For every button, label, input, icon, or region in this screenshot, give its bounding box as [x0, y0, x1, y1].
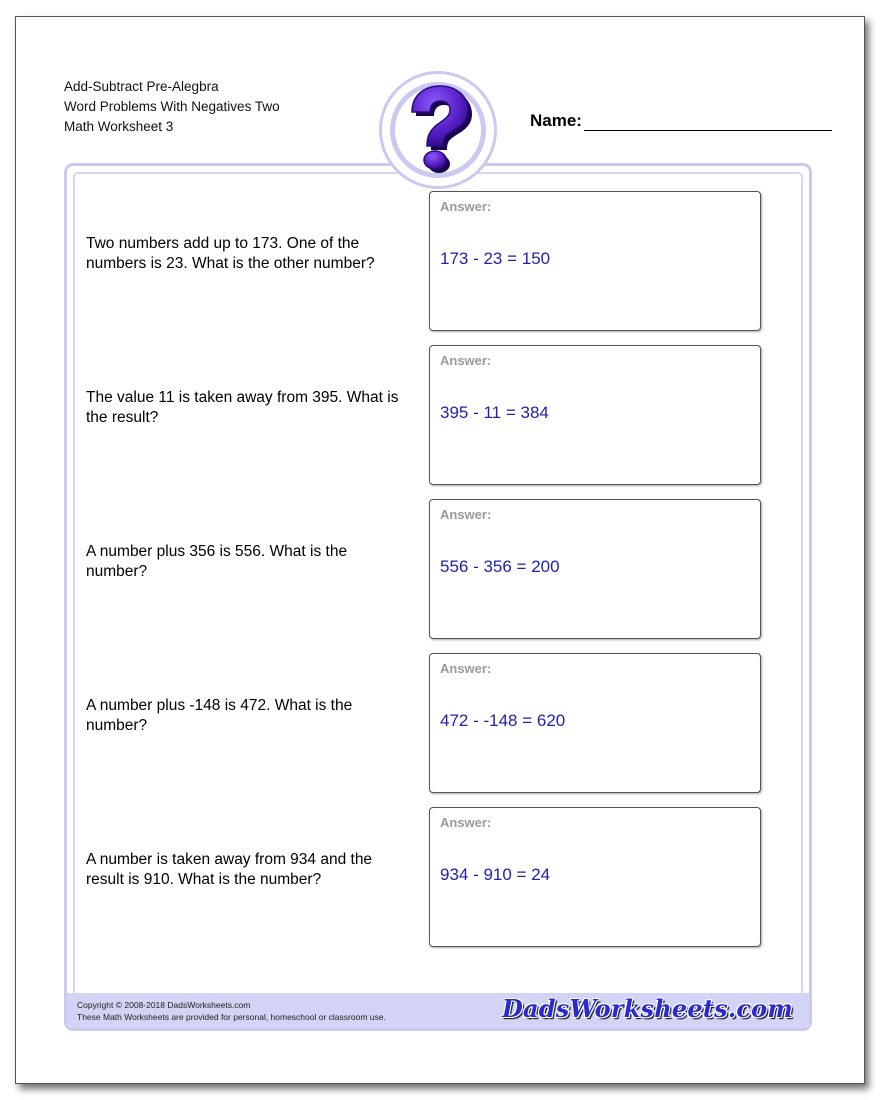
answer-value: 472 - -148 = 620 [440, 711, 566, 730]
title-line-2: Word Problems With Negatives Two [64, 99, 280, 114]
footer-bar [67, 993, 809, 1028]
problem-3-question: A number plus 356 is 556. What is the number? [86, 543, 348, 580]
problem-5-question: A number is taken away from 934 and the result is 910. What is the number? [86, 851, 373, 888]
answer-box-1[interactable] [429, 191, 761, 331]
answer-box-2[interactable] [429, 345, 761, 485]
answer-label: Answer: [440, 507, 492, 522]
answer-value: 395 - 11 = 384 [440, 403, 549, 422]
answer-box-4[interactable] [429, 653, 761, 793]
question-mark-icon [382, 74, 494, 186]
answer-label: Answer: [440, 199, 492, 214]
name-label: Name: [530, 111, 582, 130]
answer-value: 173 - 23 = 150 [440, 249, 551, 268]
problem-4-question: A number plus -148 is 472. What is the number? [86, 697, 353, 734]
title-line-3: Math Worksheet 3 [64, 119, 174, 134]
answer-value: 556 - 356 = 200 [440, 557, 560, 576]
copyright-line-2: These Math Worksheets are provided for personal, homeschool or classroom use. [77, 1012, 386, 1022]
problem-2-question: The value 11 is taken away from 395. What is the result? [86, 389, 399, 426]
copyright-text [77, 999, 386, 1023]
name-line[interactable] [584, 112, 832, 131]
problem-1-question: Two numbers add up to 173. One of the numbers is 23. What is the other number? [86, 235, 375, 272]
copyright-line-1: Copyright © 2008-2018 DadsWorksheets.com [77, 1000, 251, 1010]
answer-label: Answer: [440, 815, 492, 830]
answer-box-5[interactable] [429, 807, 761, 947]
name-field[interactable] [530, 111, 832, 131]
worksheet-title [64, 77, 280, 137]
answer-label: Answer: [440, 353, 492, 368]
answer-box-3[interactable] [429, 499, 761, 639]
brand-logo[interactable]: DadsWorksheets.com [501, 994, 793, 1023]
answer-value: 934 - 910 = 24 [440, 865, 551, 884]
question-mark-logo [379, 71, 497, 189]
answer-label: Answer: [440, 661, 492, 676]
title-line-1: Add-Subtract Pre-Alegbra [64, 79, 219, 94]
worksheet-page [15, 16, 865, 1084]
